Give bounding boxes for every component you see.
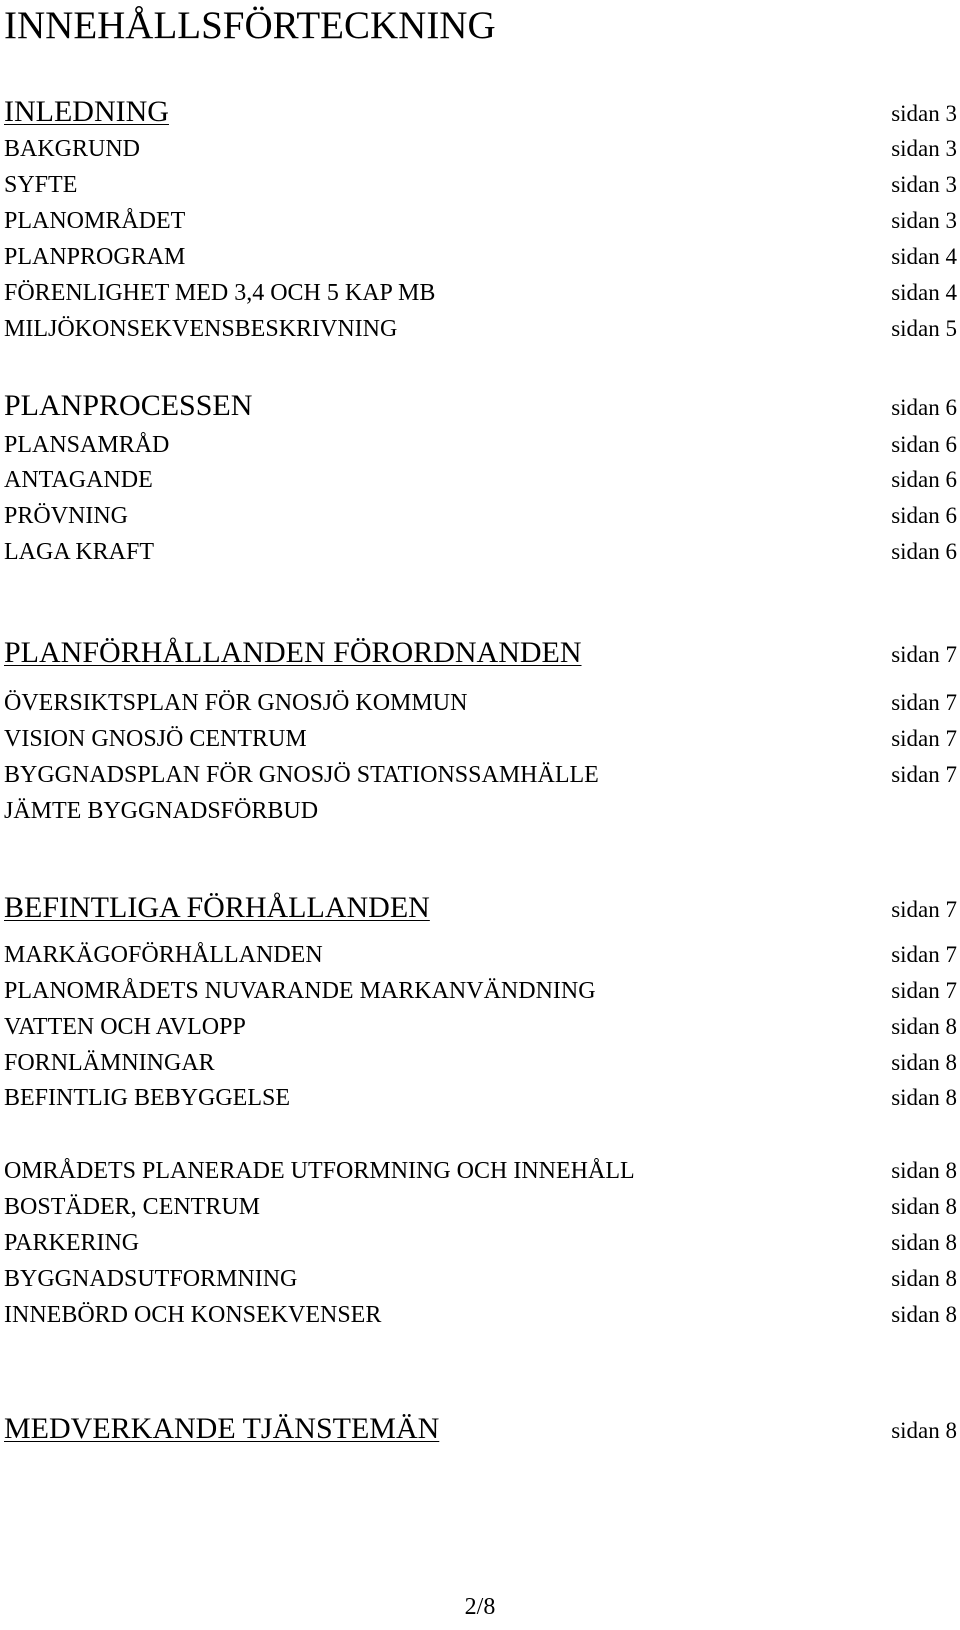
toc-entry-title: SYFTE — [4, 172, 78, 198]
toc-entry — [4, 690, 957, 717]
toc-entry-page: sidan 8 — [891, 1158, 957, 1183]
toc-entry-page: sidan 5 — [891, 316, 957, 341]
toc-entry-page: sidan 8 — [891, 1014, 957, 1039]
toc-entry-title: VISION GNOSJÖ CENTRUM — [4, 726, 307, 752]
toc-entry-page: sidan 7 — [891, 897, 957, 922]
toc-entry — [4, 1230, 957, 1257]
toc-entry-title: BEFINTLIGA FÖRHÅLLANDEN — [4, 891, 430, 924]
toc-entry-title: BEFINTLIG BEBYGGELSE — [4, 1085, 290, 1111]
toc-entry-title: BOSTÄDER, CENTRUM — [4, 1194, 261, 1220]
toc-entry-title: PRÖVNING — [4, 503, 129, 529]
toc-entry — [4, 1085, 957, 1112]
toc-section-heading — [4, 636, 957, 670]
toc-entry — [4, 1194, 957, 1221]
toc-entry-page: sidan 7 — [891, 978, 957, 1003]
toc-entry — [4, 726, 957, 753]
toc-section-heading — [4, 1412, 957, 1446]
toc-entry — [4, 136, 957, 163]
toc-entry-title: MEDVERKANDE TJÄNSTEMÄN — [4, 1412, 440, 1445]
toc-entry-page: sidan 6 — [891, 467, 957, 492]
toc-entry-page: sidan 8 — [891, 1418, 957, 1443]
toc-title: INNEHÅLLSFÖRTECKNING — [4, 4, 496, 47]
toc-entry-page: sidan 6 — [891, 503, 957, 528]
toc-entry — [4, 762, 957, 789]
toc-section-heading — [4, 891, 957, 925]
toc-entry-page: sidan 6 — [891, 395, 957, 420]
toc-entry-title: PLANPROGRAM — [4, 244, 186, 270]
toc-entry — [4, 208, 957, 235]
toc-entry — [4, 503, 957, 530]
toc-entry — [4, 280, 957, 307]
toc-entry-continuation: JÄMTE BYGGNADSFÖRBUD — [4, 798, 319, 824]
toc-entry-title: ANTAGANDE — [4, 467, 153, 493]
toc-entry — [4, 172, 957, 199]
toc-entry-title: ÖVERSIKTSPLAN FÖR GNOSJÖ KOMMUN — [4, 690, 468, 716]
toc-entry-page: sidan 8 — [891, 1266, 957, 1291]
toc-entry-title: FÖRENLIGHET MED 3,4 OCH 5 KAP MB — [4, 280, 436, 306]
toc-entry-title: LAGA KRAFT — [4, 539, 155, 565]
page-number: 2/8 — [464, 1594, 496, 1620]
toc-entry-title: INLEDNING — [4, 95, 169, 128]
toc-entry — [4, 539, 957, 566]
toc-entry-title: PLANSAMRÅD — [4, 432, 170, 458]
toc-entry-title: PLANOMRÅDET — [4, 208, 186, 234]
toc-entry-title: VATTEN OCH AVLOPP — [4, 1014, 246, 1040]
toc-entry-page: sidan 8 — [891, 1050, 957, 1075]
toc-entry-title: BYGGNADSPLAN FÖR GNOSJÖ STATIONSSAMHÄLLE — [4, 762, 599, 788]
toc-entry-page: sidan 3 — [891, 136, 957, 161]
toc-entry-page: sidan 7 — [891, 762, 957, 787]
toc-entry-page: sidan 8 — [891, 1085, 957, 1110]
toc-entry-page: sidan 6 — [891, 539, 957, 564]
toc-entry-title: MILJÖKONSEKVENSBESKRIVNING — [4, 316, 398, 342]
toc-section-heading — [4, 95, 957, 129]
toc-entry — [4, 1050, 957, 1077]
toc-entry — [4, 432, 957, 459]
toc-section-heading — [4, 389, 957, 423]
toc-entry-title: BAKGRUND — [4, 136, 141, 162]
toc-entry-title: PLANFÖRHÅLLANDEN FÖRORDNANDEN — [4, 636, 582, 669]
toc-entry-page: sidan 4 — [891, 244, 957, 269]
toc-entry-title: PARKERING — [4, 1230, 140, 1256]
toc-entry — [4, 1266, 957, 1293]
toc-entry-page: sidan 4 — [891, 280, 957, 305]
toc-entry-title: OMRÅDETS PLANERADE UTFORMNING OCH INNEHÅLL — [4, 1158, 635, 1184]
toc-entry-title: BYGGNADSUTFORMNING — [4, 1266, 298, 1292]
toc-entry-page: sidan 3 — [891, 101, 957, 126]
toc-entry — [4, 942, 957, 969]
toc-entry-page: sidan 8 — [891, 1230, 957, 1255]
toc-entry-page: sidan 3 — [891, 172, 957, 197]
toc-entry-page: sidan 7 — [891, 642, 957, 667]
toc-entry-title: FORNLÄMNINGAR — [4, 1050, 215, 1076]
toc-entry-page: sidan 7 — [891, 726, 957, 751]
toc-entry — [4, 244, 957, 271]
toc-entry-page: sidan 8 — [891, 1302, 957, 1327]
toc-entry-title: MARKÄGOFÖRHÅLLANDEN — [4, 942, 323, 968]
toc-entry — [4, 316, 957, 343]
toc-entry-title: PLANPROCESSEN — [4, 389, 253, 422]
toc-entry-page: sidan 7 — [891, 942, 957, 967]
toc-entry — [4, 1302, 957, 1329]
toc-entry-title: PLANOMRÅDETS NUVARANDE MARKANVÄNDNING — [4, 978, 596, 1004]
toc-entry — [4, 467, 957, 494]
toc-entry-page: sidan 3 — [891, 208, 957, 233]
toc-entry-page: sidan 8 — [891, 1194, 957, 1219]
toc-entry-page: sidan 7 — [891, 690, 957, 715]
toc-entry — [4, 1158, 957, 1185]
toc-entry — [4, 978, 957, 1005]
toc-entry — [4, 1014, 957, 1041]
toc-entry-page: sidan 6 — [891, 432, 957, 457]
toc-entry-title: INNEBÖRD OCH KONSEKVENSER — [4, 1302, 382, 1328]
